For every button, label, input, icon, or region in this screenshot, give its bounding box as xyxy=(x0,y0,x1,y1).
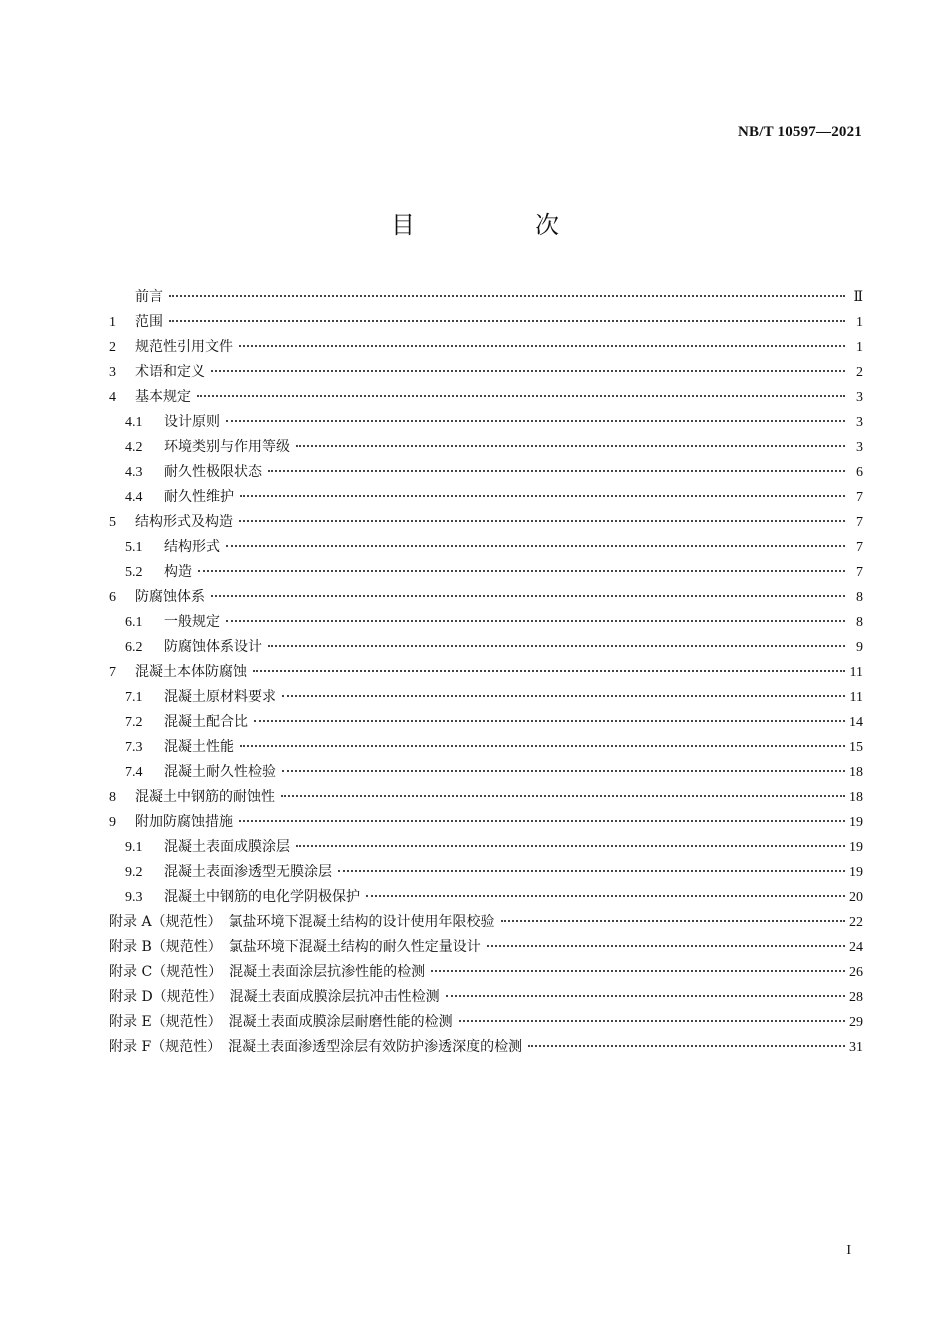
toc-entry[interactable] xyxy=(109,760,863,785)
toc-dot-leader xyxy=(169,287,845,297)
toc-entry-label: 附录 C（规范性） 混凝土表面涂层抗渗性能的检测 xyxy=(109,964,426,980)
toc-entry-number: 9 xyxy=(109,815,116,830)
toc-entry[interactable] xyxy=(109,935,863,960)
toc-dot-leader xyxy=(226,537,845,547)
toc-entry[interactable] xyxy=(109,485,863,510)
toc-entry[interactable] xyxy=(109,1035,863,1060)
toc-entry-page: 3 xyxy=(856,390,863,405)
toc-entry-page: 19 xyxy=(849,815,863,830)
toc-dot-leader xyxy=(211,587,845,597)
toc-entry[interactable] xyxy=(109,810,863,835)
table-of-contents xyxy=(109,285,863,1060)
toc-entry-page: 28 xyxy=(849,990,863,1005)
toc-entry-label: 混凝土配合比 xyxy=(164,714,248,730)
toc-entry-page: 7 xyxy=(856,515,863,530)
toc-dot-leader xyxy=(296,437,845,447)
toc-entry-page: 18 xyxy=(849,790,863,805)
toc-entry[interactable] xyxy=(109,710,863,735)
toc-entry-label: 混凝土中钢筋的耐蚀性 xyxy=(135,789,275,805)
toc-entry-label: 环境类别与作用等级 xyxy=(164,439,290,455)
page-number: I xyxy=(846,1243,851,1258)
toc-entry-label: 范围 xyxy=(135,314,163,330)
toc-entry-page: 26 xyxy=(849,965,863,980)
toc-entry-label: 构造 xyxy=(164,564,192,580)
toc-entry-label: 附录 B（规范性） 氯盐环境下混凝土结构的耐久性定量设计 xyxy=(109,939,481,955)
toc-dot-leader xyxy=(239,337,845,347)
toc-entry[interactable] xyxy=(109,735,863,760)
toc-dot-leader xyxy=(197,387,845,397)
toc-entry-label: 结构形式 xyxy=(164,539,220,555)
toc-entry[interactable] xyxy=(109,610,863,635)
toc-dot-leader xyxy=(169,312,845,322)
toc-entry-number: 4.2 xyxy=(125,440,143,455)
toc-entry-label: 混凝土表面渗透型无膜涂层 xyxy=(164,864,332,880)
toc-entry-label: 一般规定 xyxy=(164,614,220,630)
toc-dot-leader xyxy=(268,637,845,647)
toc-dot-leader xyxy=(487,937,845,947)
toc-entry-label: 基本规定 xyxy=(135,389,191,405)
toc-entry-label: 混凝土原材料要求 xyxy=(164,689,276,705)
toc-entry[interactable] xyxy=(109,835,863,860)
toc-entry-page: 24 xyxy=(849,940,863,955)
toc-entry[interactable] xyxy=(109,535,863,560)
toc-entry-number: 9.1 xyxy=(125,840,143,855)
toc-entry[interactable] xyxy=(109,860,863,885)
toc-entry-label: 规范性引用文件 xyxy=(135,339,233,355)
toc-entry-page: 1 xyxy=(856,340,863,355)
toc-dot-leader xyxy=(226,412,845,422)
toc-entry-page: 7 xyxy=(856,565,863,580)
toc-entry-number: 5 xyxy=(109,515,116,530)
toc-entry-label: 结构形式及构造 xyxy=(135,514,233,530)
toc-dot-leader xyxy=(240,737,845,747)
toc-entry-page: 20 xyxy=(849,890,863,905)
toc-dot-leader xyxy=(240,487,845,497)
toc-entry-page: 3 xyxy=(856,415,863,430)
standard-code: NB/T 10597—2021 xyxy=(738,124,862,140)
toc-entry-label: 耐久性极限状态 xyxy=(164,464,262,480)
toc-entry[interactable] xyxy=(109,910,863,935)
toc-entry[interactable] xyxy=(109,285,863,310)
toc-entry-number: 5.1 xyxy=(125,540,143,555)
toc-dot-leader xyxy=(239,812,845,822)
toc-entry-label: 前言 xyxy=(135,289,163,305)
toc-entry[interactable] xyxy=(109,585,863,610)
toc-dot-leader xyxy=(281,787,845,797)
toc-entry-number: 7 xyxy=(109,665,116,680)
toc-entry-page: 6 xyxy=(856,465,863,480)
toc-entry-page: 14 xyxy=(849,715,863,730)
toc-entry-page: 11 xyxy=(849,665,863,680)
toc-entry-page: 7 xyxy=(856,540,863,555)
toc-entry-label: 防腐蚀体系 xyxy=(135,589,205,605)
toc-entry-label: 设计原则 xyxy=(164,414,220,430)
toc-dot-leader xyxy=(254,712,845,722)
toc-entry[interactable] xyxy=(109,985,863,1010)
toc-dot-leader xyxy=(198,562,845,572)
toc-entry-page: 8 xyxy=(856,590,863,605)
toc-dot-leader xyxy=(459,1012,845,1022)
toc-dot-leader xyxy=(226,612,845,622)
toc-entry-label: 术语和定义 xyxy=(135,364,205,380)
toc-dot-leader xyxy=(528,1037,845,1047)
toc-dot-leader xyxy=(501,912,845,922)
toc-entry-label: 附录 F（规范性） 混凝土表面渗透型涂层有效防护渗透深度的检测 xyxy=(109,1039,523,1055)
toc-entry-page: 9 xyxy=(856,640,863,655)
toc-entry-page: 19 xyxy=(849,865,863,880)
toc-entry-page: 18 xyxy=(849,765,863,780)
toc-dot-leader xyxy=(446,987,845,997)
toc-entry-number: 7.4 xyxy=(125,765,143,780)
toc-entry-number: 9.3 xyxy=(125,890,143,905)
toc-entry-number: 4.4 xyxy=(125,490,143,505)
toc-entry-number: 6 xyxy=(109,590,116,605)
toc-entry-page: 11 xyxy=(849,690,863,705)
toc-entry[interactable] xyxy=(109,335,863,360)
toc-dot-leader xyxy=(253,662,845,672)
toc-entry[interactable] xyxy=(109,460,863,485)
toc-entry-number: 9.2 xyxy=(125,865,143,880)
toc-entry-label: 混凝土性能 xyxy=(164,739,234,755)
toc-entry-label: 混凝土表面成膜涂层 xyxy=(164,839,290,855)
toc-entry-number: 6.2 xyxy=(125,640,143,655)
toc-dot-leader xyxy=(338,862,845,872)
toc-dot-leader xyxy=(239,512,845,522)
toc-entry-number: 7.3 xyxy=(125,740,143,755)
toc-entry-number: 1 xyxy=(109,315,116,330)
toc-entry-page: 29 xyxy=(849,1015,863,1030)
toc-entry-number: 7.2 xyxy=(125,715,143,730)
toc-entry[interactable] xyxy=(109,885,863,910)
toc-dot-leader xyxy=(366,887,845,897)
toc-entry[interactable] xyxy=(109,510,863,535)
toc-entry-label: 附加防腐蚀措施 xyxy=(135,814,233,830)
page-title: 目 次 xyxy=(391,211,607,239)
toc-dot-leader xyxy=(282,762,845,772)
toc-dot-leader xyxy=(296,837,845,847)
toc-entry[interactable] xyxy=(109,360,863,385)
toc-entry[interactable] xyxy=(109,685,863,710)
toc-entry-label: 混凝土中钢筋的电化学阴极保护 xyxy=(164,889,360,905)
toc-entry-page: Ⅱ xyxy=(853,290,863,305)
toc-dot-leader xyxy=(268,462,845,472)
toc-entry-number: 7.1 xyxy=(125,690,143,705)
toc-entry-page: 1 xyxy=(856,315,863,330)
toc-entry-number: 4.1 xyxy=(125,415,143,430)
toc-entry-page: 19 xyxy=(849,840,863,855)
toc-entry-label: 混凝土耐久性检验 xyxy=(164,764,276,780)
toc-entry-number: 4 xyxy=(109,390,116,405)
toc-entry-page: 7 xyxy=(856,490,863,505)
toc-dot-leader xyxy=(431,962,845,972)
toc-entry[interactable] xyxy=(109,410,863,435)
toc-dot-leader xyxy=(282,687,845,697)
toc-entry-number: 2 xyxy=(109,340,116,355)
toc-entry-page: 8 xyxy=(856,615,863,630)
toc-entry-page: 31 xyxy=(849,1040,863,1055)
toc-dot-leader xyxy=(211,362,845,372)
toc-entry-label: 混凝土本体防腐蚀 xyxy=(135,664,247,680)
toc-entry[interactable] xyxy=(109,560,863,585)
toc-entry[interactable] xyxy=(109,635,863,660)
toc-entry-label: 附录 D（规范性） 混凝土表面成膜涂层抗冲击性检测 xyxy=(109,989,440,1005)
toc-entry-number: 5.2 xyxy=(125,565,143,580)
toc-entry-number: 8 xyxy=(109,790,116,805)
toc-entry-page: 22 xyxy=(849,915,863,930)
toc-entry[interactable] xyxy=(109,1010,863,1035)
toc-entry[interactable] xyxy=(109,785,863,810)
toc-entry-page: 2 xyxy=(856,365,863,380)
toc-entry[interactable] xyxy=(109,435,863,460)
toc-entry-label: 耐久性维护 xyxy=(164,489,234,505)
toc-entry[interactable] xyxy=(109,960,863,985)
toc-entry[interactable] xyxy=(109,310,863,335)
toc-entry-number: 3 xyxy=(109,365,116,380)
toc-entry-label: 附录 E（规范性） 混凝土表面成膜涂层耐磨性能的检测 xyxy=(109,1014,453,1030)
toc-entry[interactable] xyxy=(109,660,863,685)
toc-entry-label: 附录 A（规范性） 氯盐环境下混凝土结构的设计使用年限校验 xyxy=(109,914,495,930)
toc-entry-number: 4.3 xyxy=(125,465,143,480)
toc-entry[interactable] xyxy=(109,385,863,410)
toc-entry-label: 防腐蚀体系设计 xyxy=(164,639,262,655)
toc-entry-page: 15 xyxy=(849,740,863,755)
toc-entry-number: 6.1 xyxy=(125,615,143,630)
toc-entry-page: 3 xyxy=(856,440,863,455)
